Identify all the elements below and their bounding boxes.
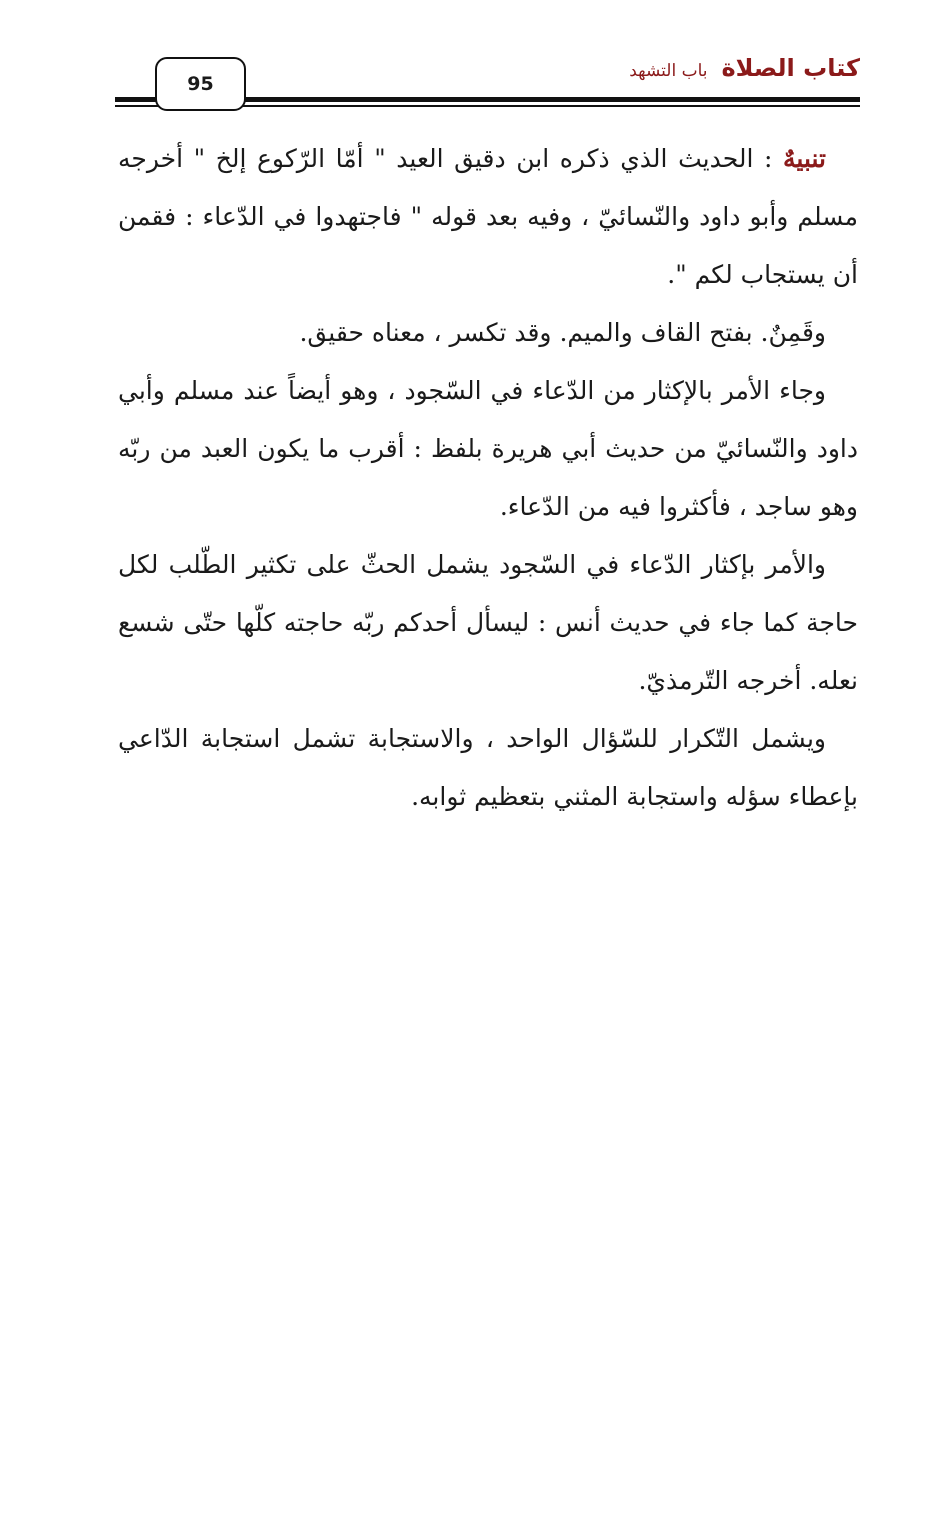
paragraph-ikthar: والأمر بإكثار الدّعاء في السّجود يشمل الحثّ على تكثير الطّلب لكل حاجة كما جاء في حديث أنس : ليسأل أحدكم ربّه حاجته كلّها حتّى شسع نعله. أخرجه التّرمذيّ. — [118, 550, 858, 695]
note-text: : الحديث الذي ذكره ابن دقيق العيد " أمّا الرّكوع إلخ " أخرجه مسلم وأبو داود والنّسائيّ ، وفيه بعد قوله " فاجتهدوا في الدّعاء : فقمن أن يستجاب لكم ". — [118, 144, 858, 289]
page-body — [118, 130, 858, 826]
note-paragraph — [118, 130, 858, 304]
chapter-title: باب التشهد — [629, 61, 708, 81]
running-title — [629, 54, 860, 82]
paragraph-qamin: وقَمِنٌ. بفتح القاف والميم. وقد تكسر ، معناه حقيق. — [299, 318, 826, 347]
note-label: تنبيهٌ — [783, 144, 826, 173]
page-header — [115, 50, 860, 112]
paragraph-sujud: وجاء الأمر بالإكثار من الدّعاء في السّجود ، وهو أيضاً عند مسلم وأبي داود والنّسائيّ من حديث أبي هريرة بلفظ : أقرب ما يكون العبد من ربّه وهو ساجد ، فأكثروا فيه من الدّعاء. — [118, 376, 858, 521]
book-title: كتاب الصلاة — [721, 54, 860, 82]
page-number: 95 — [155, 57, 246, 111]
paragraph-istijaba: ويشمل التّكرار للسّؤال الواحد ، والاستجابة تشمل استجابة الدّاعي بإعطاء سؤله واستجابة المثني بتعظيم ثوابه. — [118, 724, 858, 811]
